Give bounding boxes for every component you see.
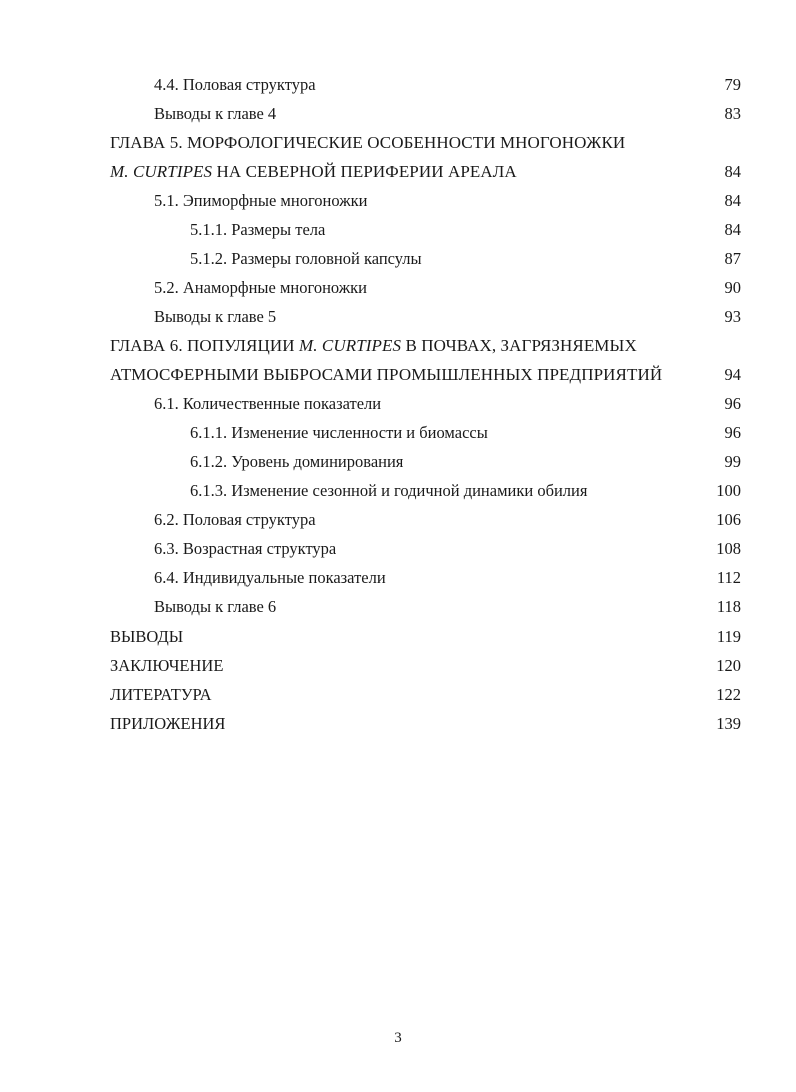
- toc-entry-title-rest: В ПОЧВАХ, ЗАГРЯЗНЯЕМЫХ: [401, 336, 637, 355]
- toc-entry-page: 96: [724, 394, 741, 413]
- toc-entry-title: 6.3. Возрастная структура: [154, 539, 337, 558]
- toc-entry: [0, 534, 796, 563]
- page-number: 3: [394, 1030, 402, 1046]
- toc-entry: [0, 244, 796, 273]
- toc-entry: [0, 389, 796, 418]
- toc-entry-title: 6.1.1. Изменение численности и биомассы: [190, 423, 488, 442]
- toc-entry-title: Выводы к главе 4: [154, 104, 277, 123]
- toc-chapter-heading-cont: [0, 157, 796, 186]
- toc-entry-title: Выводы к главе 5: [154, 307, 277, 326]
- toc-entry-page: 84: [724, 191, 741, 210]
- toc-entry-title: 5.1. Эпиморфные многоножки: [154, 191, 368, 210]
- toc-entry: [0, 99, 796, 128]
- toc-entry-page: 90: [724, 278, 741, 297]
- toc-entry-title: Выводы к главе 6: [154, 597, 277, 616]
- toc-entry-page: 139: [716, 714, 741, 733]
- toc-entry-page: 84: [724, 162, 741, 181]
- toc-entry-title: ПРИЛОЖЕНИЯ: [110, 714, 226, 733]
- toc-entry-page: 118: [716, 597, 741, 616]
- toc-entry-page: 99: [724, 452, 741, 471]
- toc-entry-title: ЛИТЕРАТУРА: [110, 685, 212, 704]
- toc-entry-title: 6.4. Индивидуальные показатели: [154, 568, 386, 587]
- toc-entry-page: 79: [724, 75, 741, 94]
- toc-entry-title: 5.1.1. Размеры тела: [190, 220, 326, 239]
- toc-entry: [0, 302, 796, 331]
- toc-entry-title: ГЛАВА 5. МОРФОЛОГИЧЕСКИЕ ОСОБЕННОСТИ МНОГОНОЖКИ: [110, 133, 626, 152]
- toc-entry: [0, 563, 796, 592]
- toc-entry-title: ВЫВОДЫ: [110, 627, 184, 646]
- toc-entry-page: 100: [716, 481, 741, 500]
- toc-entry-title-pre: ГЛАВА 6. ПОПУЛЯЦИИ: [110, 336, 299, 355]
- toc-entry-title: 6.1. Количественные показатели: [154, 394, 382, 413]
- toc-entry: [0, 651, 796, 680]
- toc-entry-title: [110, 331, 637, 360]
- toc-entry-page: 87: [724, 249, 741, 268]
- toc-entry: [0, 680, 796, 709]
- toc-entry-title-rest: НА СЕВЕРНОЙ ПЕРИФЕРИИ АРЕАЛА: [212, 162, 517, 181]
- toc-entry-title: 4.4. Половая структура: [154, 75, 316, 94]
- toc-entry-page: 108: [716, 539, 741, 558]
- toc-entry: [0, 505, 796, 534]
- toc-entry: [0, 418, 796, 447]
- toc-entry-title: АТМОСФЕРНЫМИ ВЫБРОСАМИ ПРОМЫШЛЕННЫХ ПРЕДПРИЯТИЙ: [110, 365, 663, 384]
- toc-entry: [0, 273, 796, 302]
- toc-entry: [0, 186, 796, 215]
- toc-entry-page: 122: [716, 685, 741, 704]
- toc-chapter-heading: [0, 331, 796, 360]
- toc-entry-page: 96: [724, 423, 741, 442]
- toc-entry: [0, 592, 796, 621]
- toc-entry-page: 84: [724, 220, 741, 239]
- toc-entry-title: 5.2. Анаморфные многоножки: [154, 278, 367, 297]
- toc-entry: [0, 622, 796, 651]
- toc-entry-page: 120: [716, 656, 741, 675]
- toc-chapter-heading-cont: [0, 360, 796, 389]
- toc-entry-page: 93: [724, 307, 741, 326]
- toc-entry-page: 83: [724, 104, 741, 123]
- toc-entry-title: 5.1.2. Размеры головной капсулы: [190, 249, 422, 268]
- toc-entry-title: 6.1.3. Изменение сезонной и годичной динамики обилия: [190, 481, 588, 500]
- species-name: M. CURTIPES: [110, 162, 213, 181]
- toc-entry-page: 119: [716, 627, 741, 646]
- toc-entry-title: 6.2. Половая структура: [154, 510, 316, 529]
- toc-entry: [0, 709, 796, 738]
- toc-entry-page: 112: [716, 568, 741, 587]
- toc-entry-title: 6.1.2. Уровень доминирования: [190, 452, 404, 471]
- toc-entry: [0, 70, 796, 99]
- toc-entry: [0, 476, 796, 505]
- toc-entry-title: [110, 157, 517, 186]
- toc-entry-page: 94: [724, 365, 741, 384]
- species-name: M. CURTIPES: [298, 336, 402, 355]
- toc-entry: [0, 447, 796, 476]
- toc-entry-title: ЗАКЛЮЧЕНИЕ: [110, 656, 224, 675]
- toc-chapter-heading: [0, 128, 796, 157]
- toc-entry-page: 106: [716, 510, 741, 529]
- toc-entry: [0, 215, 796, 244]
